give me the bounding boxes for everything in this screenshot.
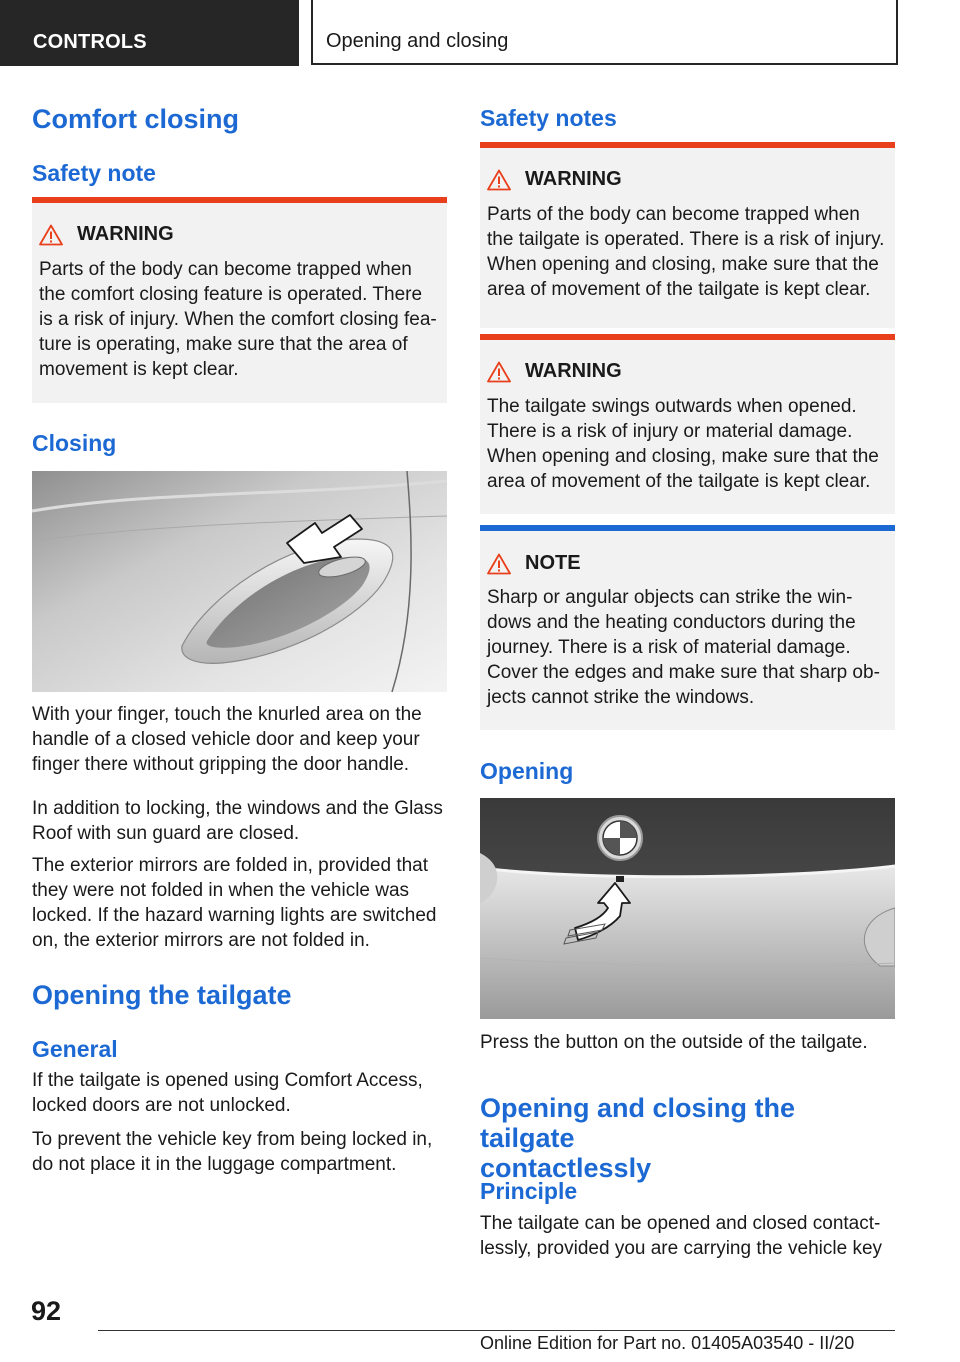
warning-box: [480, 334, 895, 514]
warning-label: WARNING: [525, 168, 622, 190]
principle-heading: Principle: [480, 1178, 578, 1204]
note-box: [480, 525, 895, 730]
section-label: CONTROLS: [33, 31, 147, 53]
closing-paragraph: [32, 853, 447, 953]
edition-text: Online Edition for Part no. 01405A03540 - II/20: [480, 1333, 855, 1353]
footer-divider: [98, 1330, 895, 1331]
comfort-closing-title: Comfort closing: [32, 104, 239, 134]
text-line: Roof with sun guard are closed.: [32, 823, 300, 844]
warning-line: When opening and closing, make sure that the: [487, 254, 879, 275]
warning-line: When opening and closing, make sure that the: [487, 446, 879, 467]
warning-header: [39, 223, 174, 246]
warning-line: the comfort closing feature is operated. There: [39, 284, 423, 305]
warning-triangle-icon: [487, 553, 511, 575]
warning-triangle-icon: [487, 169, 511, 191]
note-line: Sharp or angular objects can strike the win‐: [487, 587, 853, 608]
text-line: locked. If the hazard warning lights are switched: [32, 905, 437, 926]
door-handle-image: [32, 471, 447, 692]
warning-line: area of movement of the tailgate is kept clear.: [487, 471, 871, 492]
title-line: Opening and closing the tailgate: [480, 1093, 796, 1153]
section-tab: [0, 0, 299, 66]
text-line: handle of a closed vehicle door and keep your: [32, 729, 420, 750]
page-header: [0, 0, 960, 66]
warning-line: ture is operating, make sure that the area of: [39, 334, 408, 355]
text-line: To prevent the vehicle key from being locked in,: [32, 1129, 433, 1150]
warning-line: the tailgate is operated. There is a risk of injury.: [487, 229, 885, 250]
warning-line: movement is kept clear.: [39, 359, 239, 380]
warning-label: WARNING: [525, 360, 622, 382]
safety-note-heading: Safety note: [32, 160, 156, 186]
opening-paragraph: Press the button on the outside of the tailgate.: [480, 1032, 868, 1053]
warning-line: is a risk of injury. When the comfort closing fea‐: [39, 309, 437, 330]
warning-line: area of movement of the tailgate is kept clear.: [487, 279, 871, 300]
text-line: finger there without gripping the door handle.: [32, 754, 410, 775]
door-handle-illustration: [32, 471, 447, 692]
note-bar: [480, 525, 895, 531]
warning-box: [480, 142, 895, 328]
note-line: dows and the heating conductors during the: [487, 612, 856, 633]
general-paragraph: [32, 1127, 447, 1177]
warning-bar: [480, 334, 895, 340]
note-line: jects cannot strike the windows.: [487, 687, 755, 708]
warning-box: [32, 197, 447, 403]
note-label: NOTE: [525, 552, 581, 574]
tailgate-button-illustration: [480, 798, 895, 1019]
text-line: they were not folded in when the vehicle was: [32, 880, 410, 901]
warning-header: [487, 360, 622, 383]
title-line: contactlessly: [480, 1153, 652, 1183]
text-line: With your finger, touch the knurled area on the: [32, 704, 422, 725]
contactless-title: [480, 1093, 895, 1183]
general-heading: General: [32, 1036, 118, 1062]
warning-triangle-icon: [487, 361, 511, 383]
warning-line: The tailgate swings outwards when opened.: [487, 396, 857, 417]
note-line: Cover the edges and make sure that sharp ob‐: [487, 662, 880, 683]
note-line: journey. There is a risk of material damage.: [487, 637, 851, 658]
note-header: [487, 552, 581, 575]
text-line: lessly, provided you are carrying the vehicle key: [480, 1238, 883, 1259]
note-text: [487, 585, 887, 710]
warning-bar: [480, 142, 895, 148]
safety-notes-heading: Safety notes: [480, 105, 617, 131]
chapter-label: Opening and closing: [326, 30, 509, 52]
opening-heading: Opening: [480, 758, 574, 784]
text-line: on, the exterior mirrors are not folded in.: [32, 930, 370, 951]
warning-bar: [32, 197, 447, 203]
warning-label: WARNING: [77, 223, 174, 245]
text-line: The tailgate can be opened and closed contact‐: [480, 1213, 881, 1234]
page-number: 92: [31, 1296, 62, 1326]
warning-line: There is a risk of injury or material damage.: [487, 421, 853, 442]
tailgate-image: [480, 798, 895, 1019]
chapter-tab: [311, 0, 898, 65]
principle-paragraph: [480, 1211, 895, 1261]
closing-paragraph: [32, 702, 447, 777]
general-paragraph: [32, 1068, 447, 1118]
warning-text: [39, 257, 439, 382]
warning-triangle-icon: [39, 224, 63, 246]
text-line: do not place it in the luggage compartment.: [32, 1154, 397, 1175]
warning-line: Parts of the body can become trapped when: [487, 204, 860, 225]
opening-tailgate-title: Opening the tailgate: [32, 980, 292, 1010]
warning-text: [487, 202, 887, 302]
closing-heading: Closing: [32, 430, 117, 456]
text-line: In addition to locking, the windows and the Glass: [32, 798, 443, 819]
warning-text: [487, 394, 887, 494]
closing-paragraph: [32, 796, 447, 846]
warning-header: [487, 168, 622, 191]
warning-line: Parts of the body can become trapped when: [39, 259, 412, 280]
text-line: locked doors are not unlocked.: [32, 1095, 291, 1116]
text-line: The exterior mirrors are folded in, provided that: [32, 855, 429, 876]
text-line: If the tailgate is opened using Comfort Access,: [32, 1070, 423, 1091]
